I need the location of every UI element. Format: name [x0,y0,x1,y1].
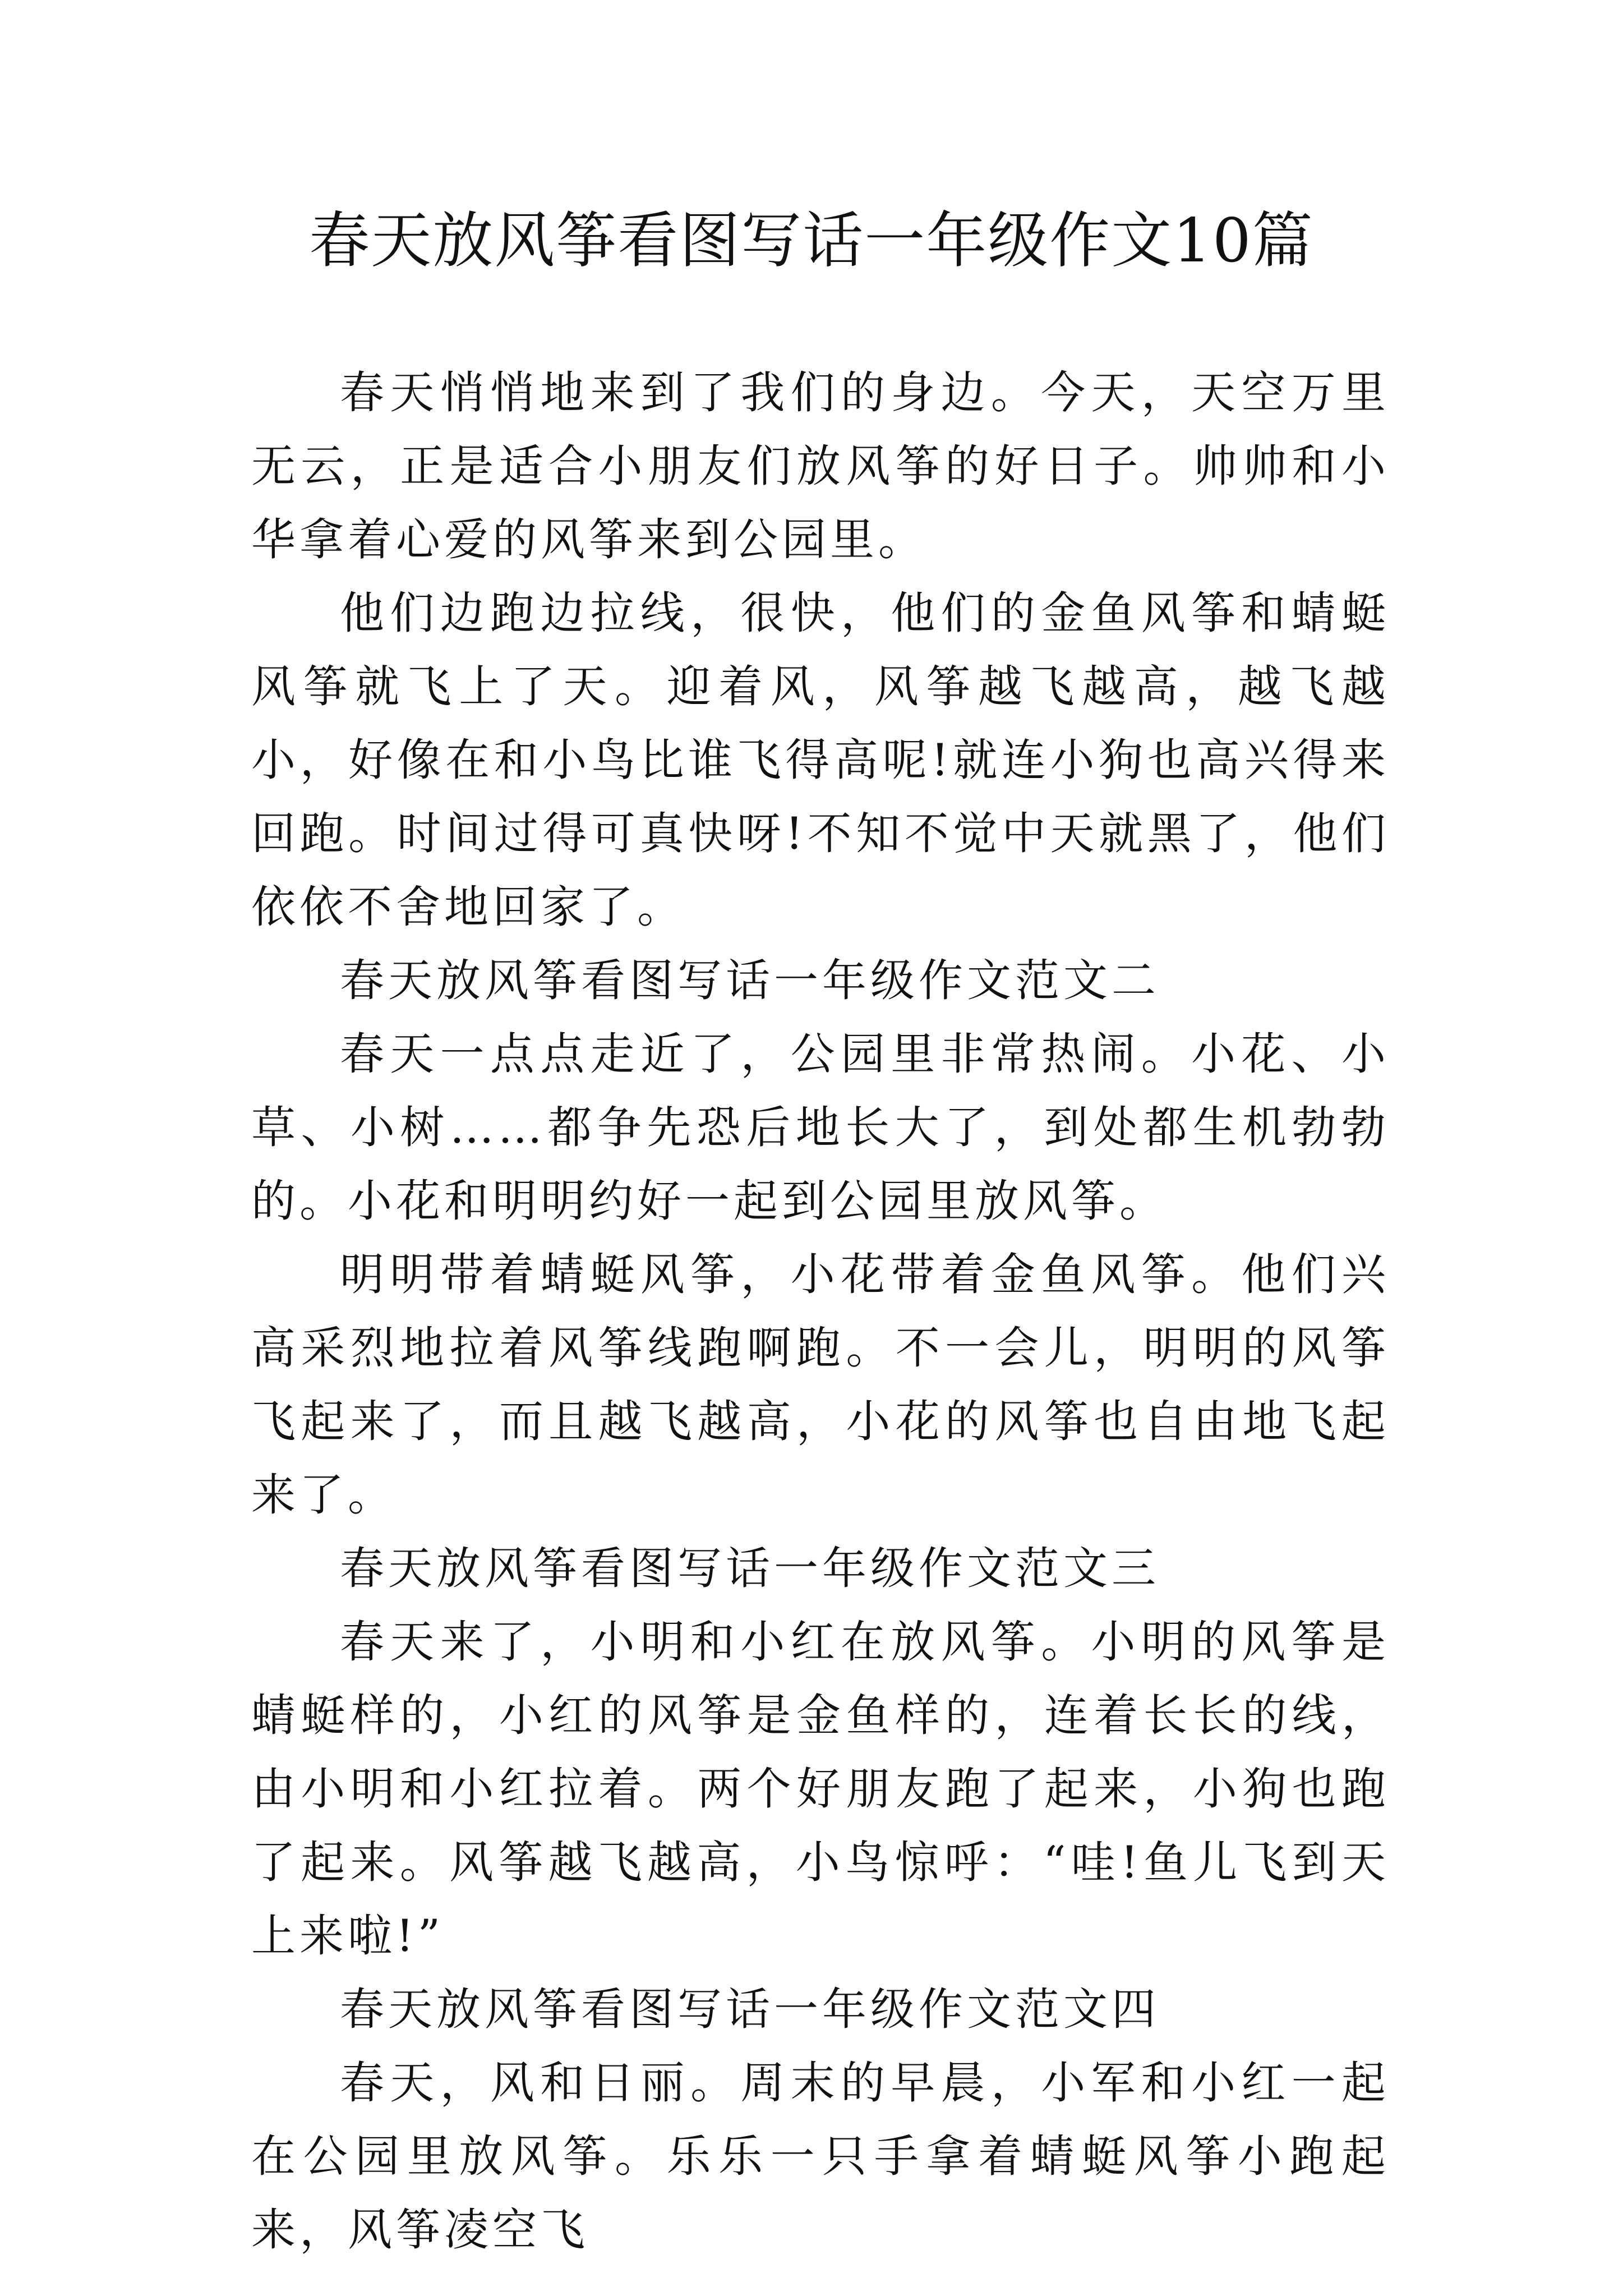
paragraph: 他们边跑边拉线，很快，他们的金鱼风筝和蜻蜓风筝就飞上了天。迎着风，风筝越飞越高，越飞越小，好像在和小鸟比谁飞得高呢!就连小狗也高兴得来回跑。时间过得可真快呀!不知不觉中天就黑了，他们依依不舍地回家了。 [251,587,1390,933]
article-body [251,356,1390,2267]
page-title: 春天放风筝看图写话一年级作文10篇 [309,206,1314,276]
section-heading: 春天放风筝看图写话一年级作文范文三 [340,1543,1160,1594]
paragraph: 春天来了，小明和小红在放风筝。小明的风筝是蜻蜓样的，小红的风筝是金鱼样的，连着长长的线，由小明和小红拉着。两个好朋友跑了起来，小狗也跑了起来。风筝越飞越高，小鸟惊呼：“哇!鱼儿飞到天上来啦!” [251,1616,1390,1962]
paragraph: 春天，风和日丽。周末的早晨，小军和小红一起在公园里放风筝。乐乐一只手拿着蜻蜓风筝小跑起来，风筝凌空飞 [251,2057,1390,2256]
section-heading: 春天放风筝看图写话一年级作文范文二 [340,955,1160,1006]
paragraph: 春天悄悄地来到了我们的身边。今天，天空万里无云，正是适合小朋友们放风筝的好日子。帅帅和小华拿着心爱的风筝来到公园里。 [251,367,1390,565]
section-heading: 春天放风筝看图写话一年级作文范文四 [340,1984,1160,2035]
paragraph: 春天一点点走近了，公园里非常热闹。小花、小草、小树……都争先恐后地长大了，到处都生机勃勃的。小花和明明约好一起到公园里放风筝。 [251,1028,1390,1227]
paragraph: 明明带着蜻蜓风筝，小花带着金鱼风筝。他们兴高采烈地拉着风筝线跑啊跑。不一会儿，明明的风筝飞起来了，而且越飞越高，小花的风筝也自由地飞起来了。 [251,1249,1390,1521]
